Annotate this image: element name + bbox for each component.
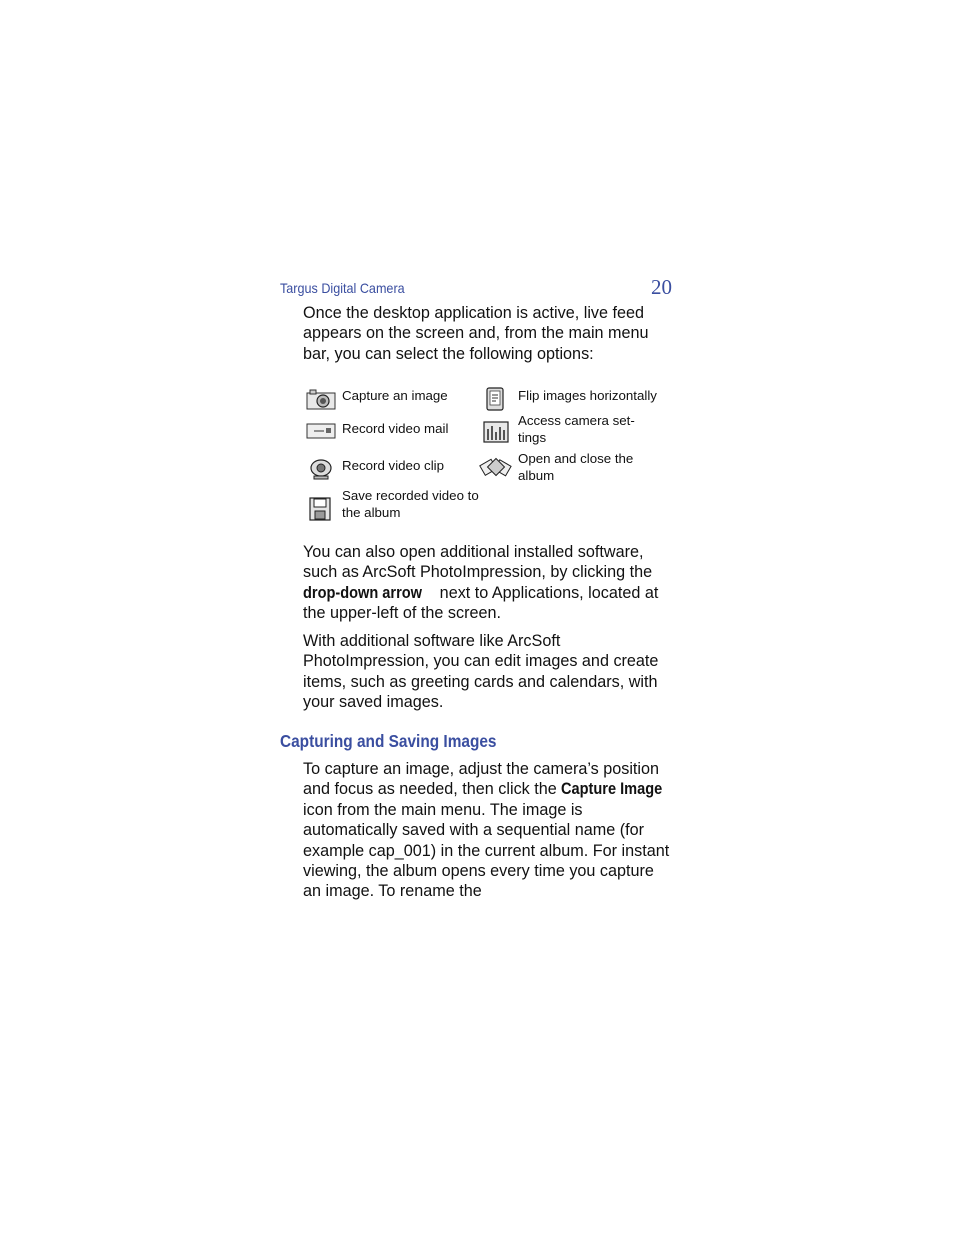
option-settings-label: Access camera set-tings — [518, 413, 635, 446]
envelope-icon — [306, 423, 336, 439]
album-icon — [479, 456, 513, 480]
drop-down-arrow-term: drop-down arrow — [303, 583, 422, 602]
header-title: Targus Digital Camera — [280, 280, 405, 296]
applications-text-before: You can also open additional installed software, such as ArcSoft PhotoImpression, by clicking the — [303, 543, 653, 582]
page-number: 20 — [651, 275, 672, 299]
option-save-video-label: Save recorded video to the album — [342, 488, 479, 521]
applications-text-after: next to Applications, located at the upper-left of the screen. — [303, 583, 659, 623]
webcam-icon — [309, 458, 333, 480]
applications-paragraph — [303, 542, 675, 624]
camera-icon — [306, 388, 336, 410]
capturing-text-before: To capture an image, adjust the camera’s position and focus as needed, then click the — [303, 760, 660, 799]
capturing-paragraph — [303, 759, 675, 902]
capture-image-term: Capture Image — [561, 780, 663, 799]
option-video-mail-label: Record video mail — [342, 421, 449, 436]
option-video-clip-label: Record video clip — [342, 458, 444, 473]
settings-icon — [483, 421, 509, 443]
arcsoft-paragraph: With additional software like ArcSoft PhotoImpression, you can edit images and create items, such as greeting cards and calendars, with your saved images. — [303, 632, 659, 712]
flip-icon — [485, 386, 505, 412]
intro-paragraph: Once the desktop application is active, live feed appears on the screen and, from the main menu bar, you can select the following options: — [303, 304, 649, 363]
option-flip-label: Flip images horizontally — [518, 388, 657, 403]
option-album-label: Open and close the album — [518, 451, 634, 484]
option-capture-image-label: Capture an image — [342, 388, 448, 403]
section-heading: Capturing and Saving Images — [280, 731, 497, 751]
capturing-text-after: icon from the main menu. The image is automatically saved with a sequential name (for example cap_001) in the current album. For instant viewing, the album opens every time you capture an image. To rename the — [303, 800, 670, 901]
save-disk-icon — [309, 497, 331, 521]
